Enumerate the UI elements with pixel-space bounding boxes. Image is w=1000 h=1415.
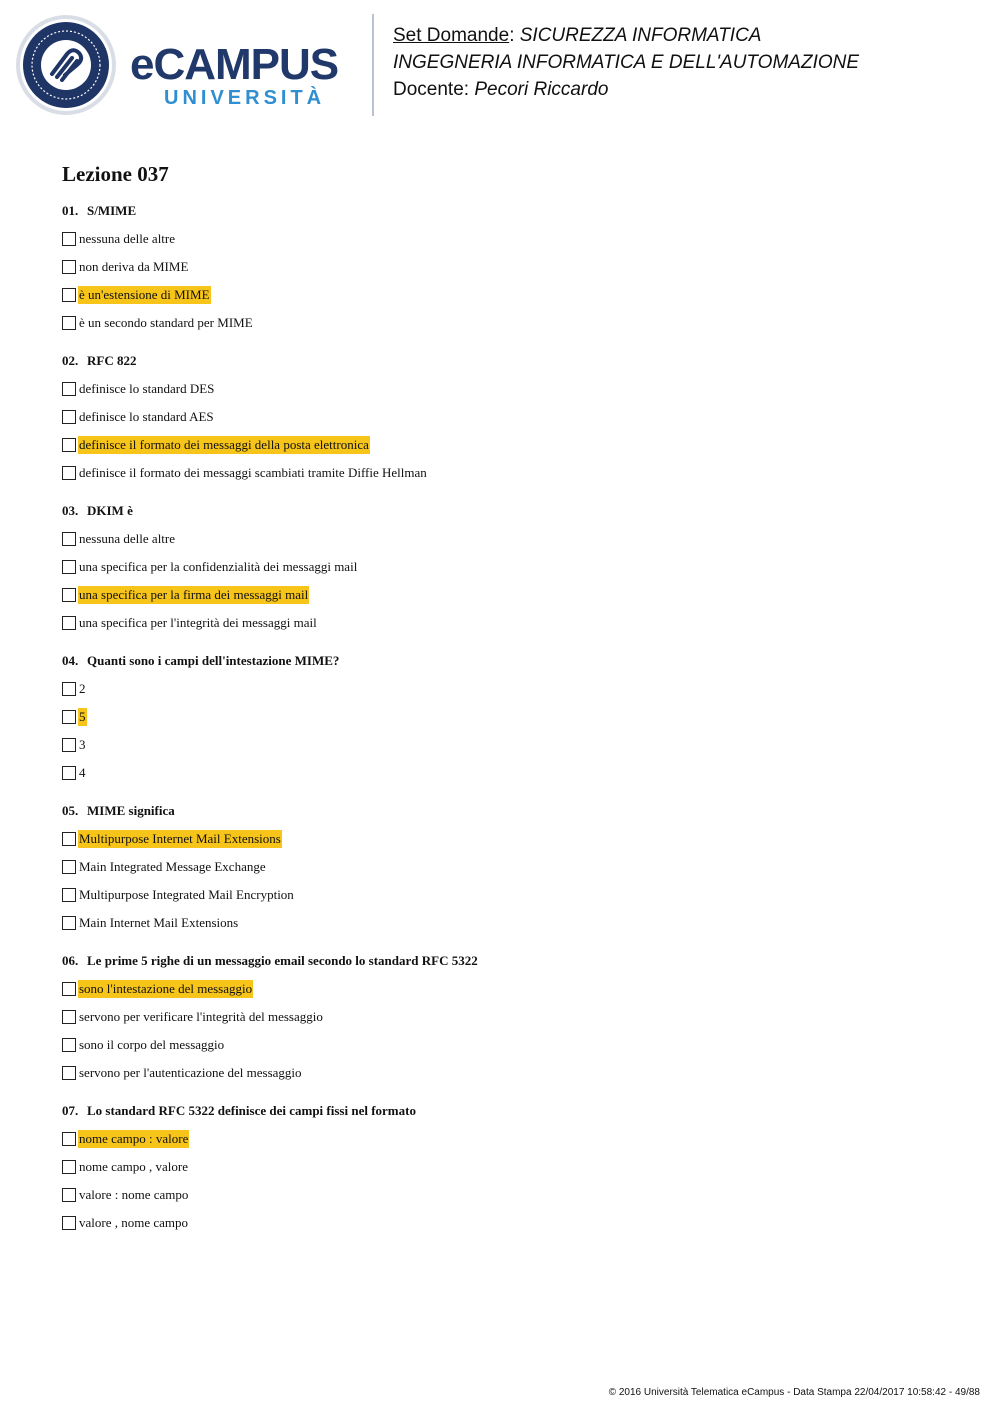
answer-option-correct[interactable]: [62, 1125, 962, 1153]
answer-option-text: nessuna delle altre: [79, 231, 176, 246]
question-number: 03.: [62, 503, 79, 518]
checkbox-icon[interactable]: [62, 532, 76, 546]
checkbox-icon[interactable]: [62, 1038, 76, 1052]
answer-option-text: è un secondo standard per MIME: [79, 315, 253, 330]
answer-option[interactable]: [62, 253, 962, 281]
answer-option-correct[interactable]: [62, 581, 962, 609]
answer-option-text: nome campo : valore: [79, 1131, 189, 1146]
answer-option-text: una specifica per la confidenzialità dei messaggi mail: [79, 559, 358, 574]
answer-option[interactable]: [62, 609, 962, 637]
checkbox-icon[interactable]: [62, 1066, 76, 1080]
answer-option[interactable]: [62, 1003, 962, 1031]
answer-option[interactable]: [62, 731, 962, 759]
checkbox-icon[interactable]: [62, 1216, 76, 1230]
checkbox-icon[interactable]: [62, 1010, 76, 1024]
answer-option-text: valore , nome campo: [79, 1215, 189, 1230]
answer-option[interactable]: [62, 553, 962, 581]
checkbox-icon[interactable]: [62, 860, 76, 874]
logo-subtitle: UNIVERSITÀ: [164, 87, 326, 109]
checkbox-icon[interactable]: [62, 982, 76, 996]
answer-option-correct[interactable]: [62, 975, 962, 1003]
question-5: [62, 802, 962, 937]
ecampus-seal-logo-icon: [15, 14, 117, 116]
answer-option[interactable]: [62, 1181, 962, 1209]
answer-option-text: definisce lo standard AES: [79, 409, 214, 424]
answer-option-correct[interactable]: [62, 825, 962, 853]
page-footer: © 2016 Università Telematica eCampus - Data Stampa 22/04/2017 10:58:42 - 49/88: [608, 1387, 980, 1398]
checkbox-icon[interactable]: [62, 438, 76, 452]
answer-option-correct[interactable]: [62, 431, 962, 459]
question-heading: [62, 1102, 962, 1120]
question-heading: [62, 952, 962, 970]
question-text: DKIM è: [87, 503, 133, 518]
answer-option-text: sono il corpo del messaggio: [79, 1037, 225, 1052]
question-number: 05.: [62, 803, 79, 818]
question-4: [62, 652, 962, 787]
checkbox-icon[interactable]: [62, 1160, 76, 1174]
question-heading: [62, 352, 962, 370]
ecampus-wordmark: [130, 40, 360, 115]
question-number: 01.: [62, 203, 79, 218]
logo-name: eCAMPUS: [130, 40, 339, 89]
answer-option[interactable]: [62, 309, 962, 337]
answer-option-text: 2: [79, 681, 86, 696]
checkbox-icon[interactable]: [62, 916, 76, 930]
question-heading: [62, 202, 962, 220]
question-text: MIME significa: [87, 803, 175, 818]
answer-option-text: non deriva da MIME: [79, 259, 189, 274]
answer-option-text: definisce lo standard DES: [79, 381, 215, 396]
checkbox-icon[interactable]: [62, 466, 76, 480]
checkbox-icon[interactable]: [62, 832, 76, 846]
checkbox-icon[interactable]: [62, 616, 76, 630]
answer-option[interactable]: [62, 1059, 962, 1087]
answer-option[interactable]: [62, 225, 962, 253]
question-1: [62, 202, 962, 337]
question-text: S/MIME: [87, 203, 137, 218]
question-2: [62, 352, 962, 487]
header-teacher-line: Docente: Pecori Riccardo: [393, 79, 609, 100]
answer-option-text: servono per verificare l'integrità del messaggio: [79, 1009, 323, 1024]
checkbox-icon[interactable]: [62, 232, 76, 246]
question-text: Quanti sono i campi dell'intestazione MIME?: [87, 653, 340, 668]
answer-option-text: Multipurpose Integrated Mail Encryption: [79, 887, 294, 902]
question-6: [62, 952, 962, 1087]
set-label: Set Domande: [393, 25, 510, 46]
answer-option-text: nessuna delle altre: [79, 531, 176, 546]
question-7: [62, 1102, 962, 1237]
answer-option[interactable]: [62, 375, 962, 403]
answer-option-text: una specifica per l'integrità dei messaggi mail: [79, 615, 317, 630]
answer-option-text: 4: [79, 765, 86, 780]
answer-option-text: definisce il formato dei messaggi della posta elettronica: [79, 437, 369, 452]
question-heading: [62, 652, 962, 670]
question-number: 06.: [62, 953, 79, 968]
question-text: Lo standard RFC 5322 definisce dei campi fissi nel formato: [87, 1103, 416, 1118]
answer-option-text: definisce il formato dei messaggi scambiati tramite Diffie Hellman: [79, 465, 427, 480]
question-number: 07.: [62, 1103, 79, 1118]
answer-option-text: 5: [79, 709, 86, 724]
answer-option[interactable]: [62, 759, 962, 787]
checkbox-icon[interactable]: [62, 710, 76, 724]
answer-option-text: Main Integrated Message Exchange: [79, 859, 266, 874]
checkbox-icon[interactable]: [62, 260, 76, 274]
teacher-name: Pecori Riccardo: [474, 79, 609, 100]
answer-option[interactable]: [62, 1031, 962, 1059]
answer-option[interactable]: [62, 525, 962, 553]
teacher-label: Docente: [393, 79, 464, 100]
answer-option-text: Main Internet Mail Extensions: [79, 915, 239, 930]
checkbox-icon[interactable]: [62, 588, 76, 602]
header-info: [393, 22, 859, 103]
answer-option-correct[interactable]: [62, 281, 962, 309]
checkbox-icon[interactable]: [62, 766, 76, 780]
checkbox-icon[interactable]: [62, 316, 76, 330]
question-text: RFC 822: [87, 353, 137, 368]
answer-option[interactable]: [62, 881, 962, 909]
answer-option-text: nome campo , valore: [79, 1159, 189, 1174]
checkbox-icon[interactable]: [62, 560, 76, 574]
course-name: INGEGNERIA INFORMATICA E DELL'AUTOMAZIONE: [393, 52, 860, 73]
page-header: [0, 0, 1000, 130]
question-heading: [62, 802, 962, 820]
answer-option[interactable]: [62, 1209, 962, 1237]
question-3: [62, 502, 962, 637]
checkbox-icon[interactable]: [62, 1188, 76, 1202]
answer-option-text: servono per l'autenticazione del messaggio: [79, 1065, 302, 1080]
checkbox-icon[interactable]: [62, 738, 76, 752]
answer-option[interactable]: [62, 675, 962, 703]
checkbox-icon[interactable]: [62, 682, 76, 696]
questions-list: [62, 202, 962, 1237]
answer-option-text: valore : nome campo: [79, 1187, 189, 1202]
lesson-title: Lezione 037: [62, 162, 169, 186]
question-set: [62, 160, 962, 1252]
checkbox-icon[interactable]: [62, 888, 76, 902]
answer-option[interactable]: [62, 403, 962, 431]
checkbox-icon[interactable]: [62, 288, 76, 302]
question-number: 04.: [62, 653, 79, 668]
answer-option-text: sono l'intestazione del messaggio: [79, 981, 253, 996]
answer-option-text: una specifica per la firma dei messaggi mail: [79, 587, 309, 602]
question-text: Le prime 5 righe di un messaggio email secondo lo standard RFC 5322: [87, 953, 478, 968]
subject-name: SICUREZZA INFORMATICA: [519, 25, 762, 46]
answer-option[interactable]: [62, 853, 962, 881]
header-divider: [372, 14, 374, 116]
question-number: 02.: [62, 353, 79, 368]
checkbox-icon[interactable]: [62, 1132, 76, 1146]
answer-option-text: 3: [79, 737, 86, 752]
header-set-line: Set Domande: SICUREZZA INFORMATICA: [393, 25, 762, 46]
answer-option[interactable]: [62, 459, 962, 487]
answer-option[interactable]: [62, 909, 962, 937]
answer-option[interactable]: [62, 1153, 962, 1181]
question-heading: [62, 502, 962, 520]
checkbox-icon[interactable]: [62, 382, 76, 396]
answer-option-text: Multipurpose Internet Mail Extensions: [79, 831, 281, 846]
answer-option-text: è un'estensione di MIME: [79, 287, 210, 302]
checkbox-icon[interactable]: [62, 410, 76, 424]
answer-option-correct[interactable]: [62, 703, 962, 731]
